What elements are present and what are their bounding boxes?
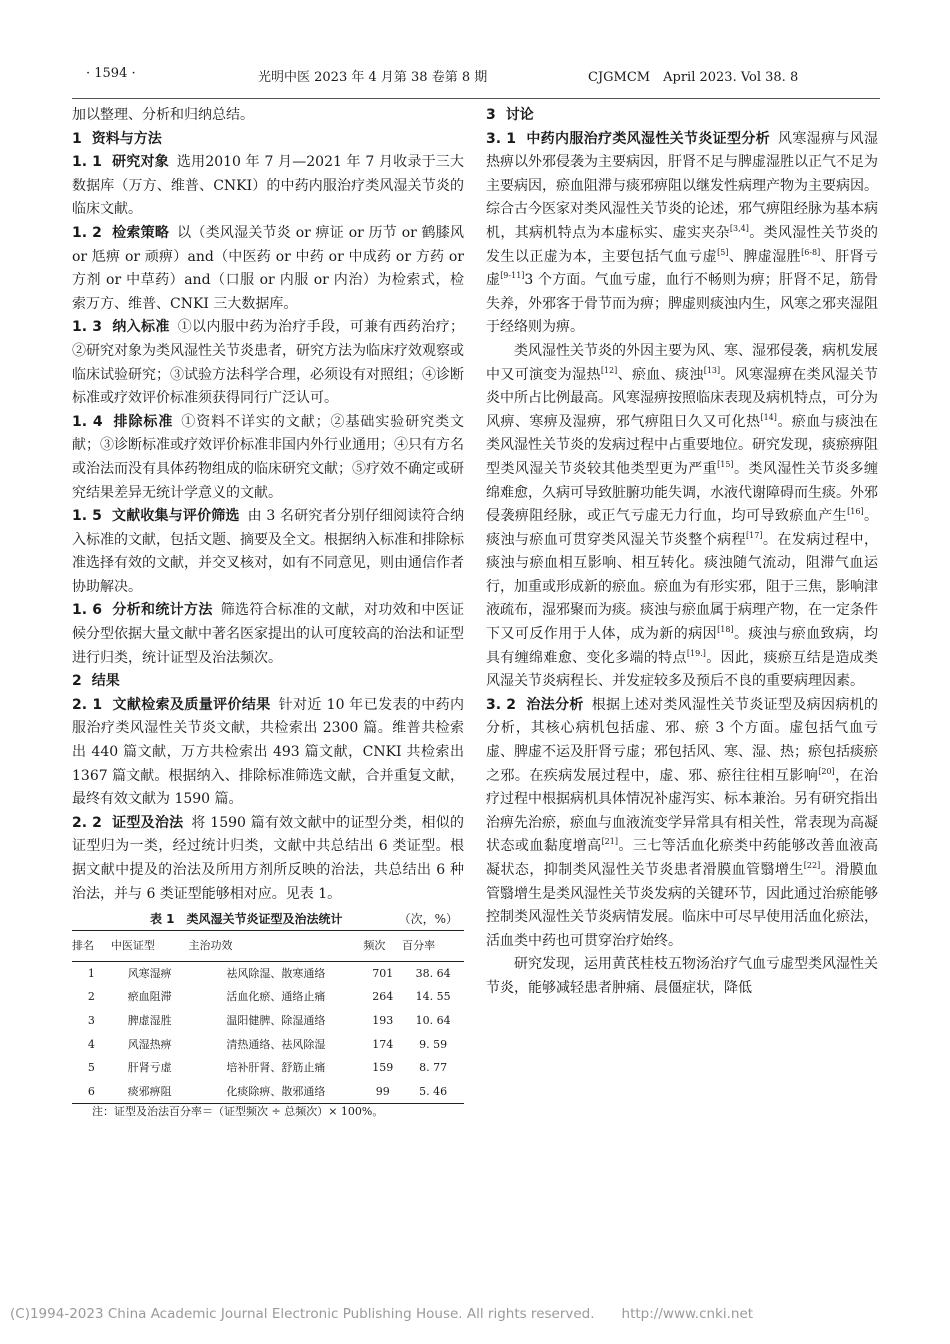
citation: [22] [803, 861, 821, 870]
table-cell: 瘀血阻滞 [127, 990, 172, 1004]
text-run: 。因此，痰瘀互结是造成类风湿关节炎病程长、并发症较多及预后不良的重要病理因素。 [486, 649, 879, 690]
subsection-1-2 [72, 222, 464, 316]
subsection-text: 针对近 10 年已发表的中药内服治疗类风湿性关节炎文献，共检索出 2300 篇。维普共检索出 440 篇文献，万方共检索出 493 篇文献，CNKI 共检索出 1367 篇文献。根据纳入、排除标准筛选文献，合并重复文献，最终有效文献为 1590 篇。 [72, 696, 464, 808]
text-run: 。在发病过程中，痰浊与瘀血相互影响、相互转化。痰浊随气流动，阻滞气血运行，加重或形成新的瘀血。瘀血为有形实邪，阻于三焦，影响津液疏布，湿邪聚而为痰。痰浊与瘀血属于病理产物，在一定条件下又可反作用于人体，成为新的病因 [486, 531, 878, 643]
right-column [486, 104, 878, 1001]
section-heading-3 [486, 104, 878, 128]
subsection-number: 1. 4 [72, 413, 103, 430]
table-cell: 159 [372, 1061, 394, 1075]
section-heading-1 [72, 128, 464, 152]
table-note: 注：证型及治法百分率＝（证型频次 ÷ 总频次）× 100%。 [92, 1105, 384, 1119]
table-header-cell: 主治功效 [189, 931, 364, 962]
subsection-number: 1. 6 [72, 602, 103, 619]
subsection-title: 排除标准 [112, 413, 174, 430]
subsection-number: 2. 1 [72, 696, 103, 713]
table-unit: （次，%） [398, 912, 458, 927]
text-run: 。滑膜血管翳增生是类风湿性关节炎发病的关键环节，因此通过治瘀能够控制类风湿性关节炎病情发展。临床中可尽早使用活血化瘀法，活血类中药也可贯穿治疗始终。 [486, 862, 878, 949]
table-cell: 3 [87, 1013, 95, 1027]
journal-title-cn: 光明中医 2023 年 4 月第 38 卷第 8 期 [258, 70, 488, 85]
text-run: 。三七等活血化瘀类中药能够改善血液高凝状态，抑制类风湿性关节炎患者滑膜血管翳增生 [486, 838, 878, 878]
table-cell: 活血化瘀、通络止痛 [226, 990, 326, 1004]
subsection-3-1 [486, 128, 878, 340]
text-run: 、脾虚湿胜 [728, 248, 802, 265]
text-run: ，在治疗过程中根据病机具体情况补虚泻实、标本兼治。另有研究指出治痹先治瘀，瘀血与血液流变学异常具有相关性，常表现为高凝状态或血黏度增高 [486, 767, 879, 855]
syndrome-table [72, 930, 464, 1104]
table-row [72, 1009, 464, 1033]
table-cell: 701 [372, 966, 394, 980]
citation: [14] [760, 412, 777, 422]
paragraph: 加以整理、分析和归纳总结。 [72, 107, 254, 123]
section-title: 资料与方法 [91, 130, 162, 147]
table-cell: 174 [372, 1037, 394, 1051]
table-row [72, 1080, 464, 1104]
subsection-1-3 [72, 316, 464, 410]
table-cell: 1 [87, 966, 95, 980]
subsection-1-5 [72, 505, 464, 599]
table-cell: 8. 77 [419, 1061, 448, 1075]
text-run: 。风寒湿痹在类风湿关节炎中所占比例最高。风寒湿痹按照临床表现及病机特点，可分为风痹、寒痹及湿痹，邪气痹阻日久又可化热 [486, 366, 879, 430]
subsection-number: 1. 3 [72, 319, 103, 336]
journal-title-en: CJGMCM April 2023. Vol 38. 8 [588, 70, 799, 85]
subsection-number: 3. 1 [486, 130, 517, 147]
table-row [72, 1033, 464, 1057]
table-cell: 10. 64 [415, 1013, 451, 1027]
citation: [17] [746, 530, 763, 540]
text-run: 、瘀血、痰浊 [617, 366, 704, 383]
table-header-cell: 中医证型 [111, 931, 189, 962]
text-run: 根据上述对类风湿性关节炎证型及病因病机的分析，其核心病机包括虚、邪、瘀 3 个方面。虚包括气血亏虚、脾虚不运及肝肾亏虚；邪包括风、寒、湿、热；瘀包括痰瘀之邪。在疾病发展过程中，虚、邪、瘀往往相互影响 [486, 696, 879, 784]
subsection-number: 1. 5 [72, 508, 102, 525]
page-number: · 1594 · [86, 66, 136, 81]
table-header-row [72, 931, 464, 962]
table-cell: 化痰除痹、散邪通络 [189, 1080, 364, 1104]
subsection-1-1 [72, 151, 464, 222]
copyright-footer: (C)1994-2023 China Academic Journal Electronic Publishing House. All rights reserved. http://www.cnki.net [10, 1306, 754, 1322]
table-cell: 193 [372, 1013, 394, 1027]
table-cell: 培补肝肾、舒筋止痛 [226, 1061, 326, 1075]
section-title: 结果 [91, 673, 120, 690]
subsection-text: ①资料不详实的文献；②基础实验研究类文献；③诊断标准或疗效评价标准非国内外行业通用；④只有方名或治法而没有具体药物组成的临床研究文献；⑤疗效不确定或研究结果差异无统计学意义的文献。 [72, 413, 464, 501]
table-row [72, 1056, 464, 1080]
subsection-text: 选用2010 年 7 月—2021 年 7 月收录于三大数据库（万方、维普、CNKI）的中药内服治疗类风湿关节炎的临床文献。 [72, 154, 464, 218]
citation: [3,4] [729, 223, 749, 233]
text-run: 、肝肾亏虚 [486, 248, 879, 289]
citation: [5] [717, 247, 729, 257]
section-heading-2 [72, 670, 464, 694]
header-rule [72, 98, 880, 99]
subsection-text: 筛选符合标准的文献，对功效和中医证候分型依据大量文献中著名医家提出的认可度较高的治法和证型进行归类，统计证型及治法频次。 [72, 602, 465, 666]
citation: [20] [818, 766, 835, 776]
subsection-title: 纳入标准 [112, 319, 170, 336]
text-run: 类风湿性关节炎的外因主要为风、寒、湿邪侵袭，病机发展中又可演变为湿热 [486, 342, 878, 383]
table-cell: 风湿热痹 [127, 1037, 172, 1051]
text-run: 。类风湿性关节炎多缠绵难愈，久病可导致脏腑功能失调，水液代谢障碍而生痰。外邪侵袭痹阻经脉，或正气亏虚无力行血，均可导致瘀血产生 [486, 460, 878, 525]
table-cell: 9. 59 [419, 1037, 448, 1051]
citation: [15] [717, 459, 734, 469]
table-caption [72, 910, 464, 930]
section-number: 2 [72, 673, 82, 690]
section-number: 3 [486, 107, 496, 123]
subsection-1-4 [72, 411, 464, 505]
text-run: 。痰浊与瘀血致病，均具有缠绵难愈、变化多端的特点 [486, 626, 878, 666]
table-cell: 温阳健脾、除湿通络 [226, 1013, 326, 1027]
subsection-text: 由 3 名研究者分别仔细阅读符合纳入标准的文献，包括文题、摘要及全文。根据纳入标准和排除标准选择有效的文献，并交叉核对，如有不同意见，则由通信作者协助解决。 [72, 508, 464, 595]
text-run: 。痰浊与瘀血可贯穿类风湿关节炎整个病程 [486, 508, 879, 548]
table-cell: 38. 64 [415, 966, 451, 980]
table-header-cell: 排名 [72, 931, 111, 962]
paragraph: 研究发现，运用黄芪桂枝五物汤治疗气血亏虚型类风湿性关节炎，能够减轻患者肿痛、晨僵症状，降低 [486, 956, 878, 996]
table-cell: 99 [363, 1080, 402, 1104]
citation: [21] [601, 837, 618, 847]
table-cell: 清热通络、祛风除湿 [226, 1037, 326, 1051]
paragraph-etiology [486, 340, 878, 694]
table-cell: 祛风除湿、散寒通络 [226, 966, 326, 980]
section-title: 讨论 [505, 107, 534, 123]
subsection-number: 2. 2 [72, 814, 102, 831]
subsection-2-2 [72, 812, 464, 906]
subsection-title: 文献检索及质量评价结果 [112, 696, 271, 713]
subsection-title: 证型及治法 [111, 814, 184, 831]
text-run: 。类风湿性关节炎的发生以正虚为本，主要包括气血亏虚 [486, 224, 879, 265]
subsection-title: 检索策略 [111, 224, 170, 241]
table-cell: 2 [87, 990, 95, 1004]
subsection-1-6 [72, 599, 464, 670]
table-cell: 264 [372, 990, 394, 1004]
table-cell: 14. 55 [415, 990, 451, 1004]
citation: [6-8] [801, 247, 821, 257]
table-cell: 6 [72, 1080, 111, 1104]
table-cell: 5. 46 [402, 1080, 464, 1104]
table-header-cell: 频次 [363, 931, 402, 962]
running-header [78, 64, 878, 86]
table-cell: 5 [87, 1061, 95, 1075]
citation: [16] [847, 507, 864, 517]
table-cell: 4 [87, 1037, 95, 1051]
table-cell: 风寒湿痹 [127, 966, 172, 980]
subsection-title: 分析和统计方法 [112, 602, 213, 619]
subsection-text: ①以内服中药为治疗手段，可兼有西药治疗；②研究对象为类风湿性关节炎患者，研究方法为临床疗效观察或临床试验研究；③试验方法科学合理，必须设有对照组；④诊断标准或疗效评价标准须获得同行广泛认可。 [72, 319, 465, 407]
section-number: 1 [72, 130, 82, 147]
subsection-title: 治法分析 [526, 696, 584, 713]
subsection-title: 中药内服治疗类风湿性关节炎证型分析 [526, 130, 770, 147]
table-header-cell: 百分率 [402, 931, 464, 962]
citation: [18] [717, 625, 734, 635]
table-row [72, 961, 464, 985]
table-row [72, 985, 464, 1009]
subsection-title: 文献收集与评价筛选 [111, 508, 240, 525]
table-cell: 痰邪痹阻 [111, 1080, 189, 1104]
citation: [19.] [686, 648, 706, 658]
text-run: 3 个方面。气血亏虚，血行不畅则为痹；肝肾不足，筋骨失养，外邪客于骨节而为痹；脾虚则痰浊内生，风寒之邪夹湿阻于经络则为痹。 [486, 272, 879, 336]
subsection-number: 1. 2 [72, 224, 102, 241]
table-cell: 肝肾亏虚 [127, 1061, 172, 1075]
subsection-number: 1. 1 [72, 154, 102, 171]
table-title: 表 1 类风湿关节炎证型及治法统计 [150, 912, 343, 927]
left-column [72, 104, 464, 1120]
citation: [13] [703, 365, 721, 375]
subsection-2-1 [72, 694, 464, 812]
text-run: 。瘀血与痰浊在类风湿性关节炎的发病过程中占重要地位。研究发现，痰瘀痹阻型类风湿关节炎较其他类型更为严重 [486, 413, 879, 477]
text-run: 风寒湿痹与风湿热痹以外邪侵袭为主要病因，肝肾不足与脾虚湿胜以正气不足为主要病因，瘀血阻滞与痰邪痹阻以继发性病理产物为主要病因。综合古今医家对类风湿性关节炎的论述，邪气痹阻经脉为基本病机，其病机特点为本虚标实、虚实夹杂 [486, 130, 878, 241]
subsection-number: 3. 2 [486, 696, 517, 713]
table-cell: 脾虚湿胜 [127, 1013, 172, 1027]
subsection-text: 以（类风湿关节炎 or 痹证 or 历节 or 鹤膝风 or 尪痹 or 顽痹）and（中医药 or 中药 or 中成药 or 方药 or 方剂 or 中草药）and（口服 or 内服 or 内治）为检索式，检索万方、维普、CNKI 三大数据库。 [72, 224, 464, 312]
citation: [12] [600, 365, 618, 375]
subsection-text: 将 1590 篇有效文献中的证型分类，相似的证型归为一类，经过统计归类，文献中共总结出 6 类证型。根据文献中提及的治法及所用方剂所反映的治法，共总结出 6 种治法，并与 6 类证型能够相对应。见表 1。 [72, 814, 464, 902]
subsection-3-2 [486, 694, 878, 954]
subsection-title: 研究对象 [111, 154, 169, 171]
citation: [9-11] [500, 271, 525, 281]
